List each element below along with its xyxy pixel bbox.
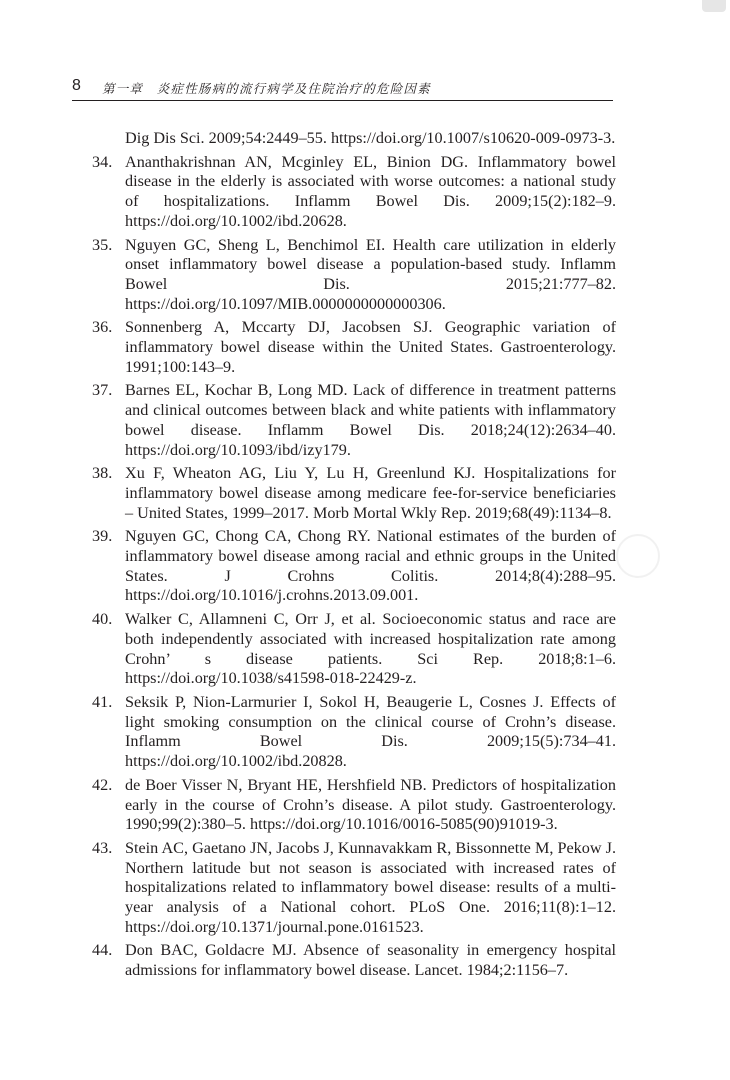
reference-item-43 [92,838,616,938]
running-header [72,76,613,101]
reference-text: de Boer Visser N, Bryant HE, Hershfield NB. Predictors of hospitalization early in the course of Crohn’s disease. A pilot study. Gastroenterology. 1990;99(2):380–5. https://doi.org/10.1016/0016-5085(90)91019-3. [125,775,616,834]
chapter-title: 第一章 炎症性肠病的流行病学及住院治疗的危险因素 [102,81,431,96]
reference-text: Nguyen GC, Sheng L, Benchimol EI. Health care utilization in elderly onset inflammatory bowel disease a population-based study. Inflamm Bowel Dis. 2015;21:777–82. https://doi.org/10.1097/MIB.0000000000000306. [125,235,616,313]
reference-number: 41. [92,692,113,711]
reference-item-36 [92,318,616,377]
reference-text: Sonnenberg A, Mccarty DJ, Jacobsen SJ. Geographic variation of inflammatory bowel disease within the United States. Gastroenterology. 1991;100:143–9. [125,318,616,376]
reference-number: 37. [92,381,113,400]
reference-item-37 [92,381,616,460]
reference-number: 34. [92,152,113,171]
reference-number: 36. [92,318,113,337]
reference-text: Ananthakrishnan AN, Mcginley EL, Binion DG. Inflammatory bowel disease in the elderly is associated with worse outcomes: a national study of hospitalizations. Inflamm Bowel Dis. 2009;15(2):182–9. https://doi.org/10.1002/ibd.20628. [125,152,616,230]
page-number: 8 [72,77,81,94]
reference-item-35 [92,235,616,315]
reference-text: Nguyen GC, Chong CA, Chong RY. National estimates of the burden of inflammatory bowel disease among racial and ethnic groups in the United States. J Crohns Colitis. 2014;8(4):288–95. https://doi.org/10.1016/j.crohns.2013.09.001. [125,527,616,605]
reference-list [92,129,616,985]
reference-item-40 [92,610,616,689]
reference-item-42 [92,775,616,835]
reference-number: 42. [92,775,113,794]
reference-text: Walker C, Allamneni C, Orr J, et al. Socioeconomic status and race are both independently associated with increased hospitalization rate among Crohn’ s disease patients. Sci Rep. 2018;8:1–6. https://doi.org/10.1038/s41598-018-22429-z. [125,610,616,688]
reference-number: 38. [92,464,113,483]
reference-text: Seksik P, Nion-Larmurier I, Sokol H, Beaugerie L, Cosnes J. Effects of light smoking consumption on the clinical course of Crohn’s disease. Inflamm Bowel Dis. 2009;15(5):734–41. https://doi.org/10.1002/ibd.20828. [125,692,616,771]
reference-item-33-continued [95,129,616,149]
reference-number: 39. [92,527,113,546]
watermark-icon [616,534,660,578]
reference-text: Stein AC, Gaetano JN, Jacobs J, Kunnavakkam R, Bissonnette M, Pekow J. Northern latitude but not season is associated with increased rates of hospitalizations related to inflammatory bowel disease: results of a multi-year analysis of a National cohort. PLoS One. 2016;11(8):1–12. https://doi.org/10.1371/journal.pone.0161523. [125,838,616,936]
reference-text: Barnes EL, Kochar B, Long MD. Lack of difference in treatment patterns and clinical outcomes between black and white patients with inflammatory bowel disease. Inflamm Bowel Dis. 2018;24(12):2634–40. https://doi.org/10.1093/ibd/izy179. [125,381,616,459]
reference-number: 35. [92,235,113,254]
reference-number: 43. [92,838,113,857]
reference-number: 44. [92,941,113,960]
reference-item-38 [92,464,616,523]
reference-text: Dig Dis Sci. 2009;54:2449–55. https://doi.org/10.1007/s10620-009-0973-3. [125,129,616,147]
page-corner-mark [702,0,726,12]
reference-text: Xu F, Wheaton AG, Liu Y, Lu H, Greenlund KJ. Hospitalizations for inflammatory bowel disease among medicare fee-for-service beneficiaries – United States, 1999–2017. Morb Mortal Wkly Rep. 2019;68(49):1134–8. [125,464,616,522]
reference-item-44 [92,941,616,980]
reference-number: 40. [92,610,113,629]
reference-item-41 [92,692,616,772]
reference-text: Don BAC, Goldacre MJ. Absence of seasonality in emergency hospital admissions for inflammatory bowel disease. Lancet. 1984;2:1156–7. [125,941,616,980]
reference-item-34 [92,152,616,232]
reference-item-39 [92,527,616,606]
